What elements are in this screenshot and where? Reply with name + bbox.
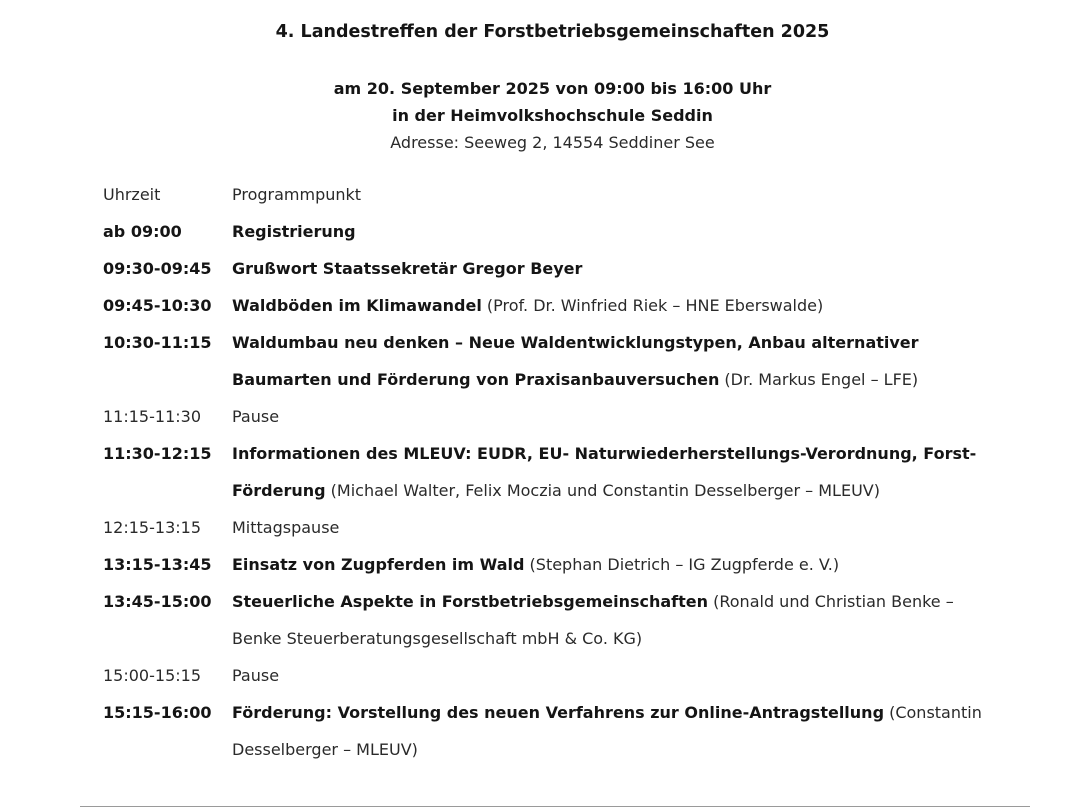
row-title: Förderung: Vorstellung des neuen Verfahrens zur Online-Antragstellung xyxy=(232,703,885,722)
schedule-row xyxy=(103,250,1003,287)
schedule-row xyxy=(103,546,1003,583)
row-time: 15:00-15:15 xyxy=(103,666,201,685)
row-detail: (Ronald und Christian Benke – Benke Steuerberatungsgesellschaft mbH & Co. KG) xyxy=(232,592,954,648)
schedule-row xyxy=(103,657,1003,694)
row-item xyxy=(232,509,1003,546)
schedule-row xyxy=(103,583,1003,657)
schedule-row xyxy=(103,509,1003,546)
row-time: 12:15-13:15 xyxy=(103,518,201,537)
row-item xyxy=(232,694,1003,768)
row-item xyxy=(232,657,1003,694)
row-time: 11:30-12:15 xyxy=(103,444,212,463)
row-time: 11:15-11:30 xyxy=(103,407,201,426)
row-detail: Mittagspause xyxy=(232,518,340,537)
schedule-row xyxy=(103,435,1003,509)
event-location: in der Heimvolkshochschule Seddin xyxy=(392,106,713,125)
row-time: 13:45-15:00 xyxy=(103,592,212,611)
row-time: 09:45-10:30 xyxy=(103,296,212,315)
row-time: 09:30-09:45 xyxy=(103,259,212,278)
page-divider xyxy=(80,806,1030,807)
row-title: Registrierung xyxy=(232,222,356,241)
item-column-header: Programmpunkt xyxy=(232,185,362,204)
row-item xyxy=(232,435,1003,509)
row-detail: (Michael Walter, Felix Moczia und Constantin Desselberger – MLEUV) xyxy=(325,481,880,500)
schedule-row xyxy=(103,324,1003,398)
schedule-row xyxy=(103,213,1003,250)
row-detail: (Stephan Dietrich – IG Zugpferde e. V.) xyxy=(524,555,840,574)
row-item xyxy=(232,213,1003,250)
time-column-header: Uhrzeit xyxy=(103,185,161,204)
row-detail: Pause xyxy=(232,407,280,426)
schedule-row xyxy=(103,287,1003,324)
row-title: Einsatz von Zugpferden im Wald xyxy=(232,555,525,574)
row-detail: (Constantin Desselberger – MLEUV) xyxy=(232,703,982,759)
page-title: 4. Landestreffen der Forstbetriebsgemeinschaften 2025 xyxy=(275,22,830,42)
row-item xyxy=(232,324,1003,398)
schedule-row xyxy=(103,398,1003,435)
row-time: 15:15-16:00 xyxy=(103,703,212,722)
row-detail: (Dr. Markus Engel – LFE) xyxy=(719,370,919,389)
row-item xyxy=(232,398,1003,435)
schedule-table xyxy=(103,176,1003,768)
row-time: 10:30-11:15 xyxy=(103,333,212,352)
event-address: Adresse: Seeweg 2, 14554 Seddiner See xyxy=(390,133,715,152)
event-info xyxy=(0,75,1080,156)
row-title: Waldböden im Klimawandel xyxy=(232,296,482,315)
event-date: am 20. September 2025 von 09:00 bis 16:00 Uhr xyxy=(333,79,772,98)
schedule-header-row xyxy=(103,176,1003,213)
row-detail: Pause xyxy=(232,666,280,685)
row-title: Informationen des MLEUV: EUDR, EU- Naturwiederherstellungs-Verordnung, Forst-Förderung xyxy=(232,444,977,500)
row-item xyxy=(232,287,1003,324)
row-detail: (Prof. Dr. Winfried Riek – HNE Eberswalde) xyxy=(481,296,824,315)
row-title: Grußwort Staatssekretär Gregor Beyer xyxy=(232,259,583,278)
row-time: ab 09:00 xyxy=(103,222,182,241)
row-item xyxy=(232,250,1003,287)
row-time: 13:15-13:45 xyxy=(103,555,212,574)
row-item xyxy=(232,546,1003,583)
row-item xyxy=(232,583,1003,657)
schedule-row xyxy=(103,694,1003,768)
row-title: Waldumbau neu denken – Neue Waldentwicklungstypen, Anbau alternativer Baumarten und Förderung von Praxisanbauversuchen xyxy=(232,333,919,389)
row-title: Steuerliche Aspekte in Forstbetriebsgemeinschaften xyxy=(232,592,709,611)
